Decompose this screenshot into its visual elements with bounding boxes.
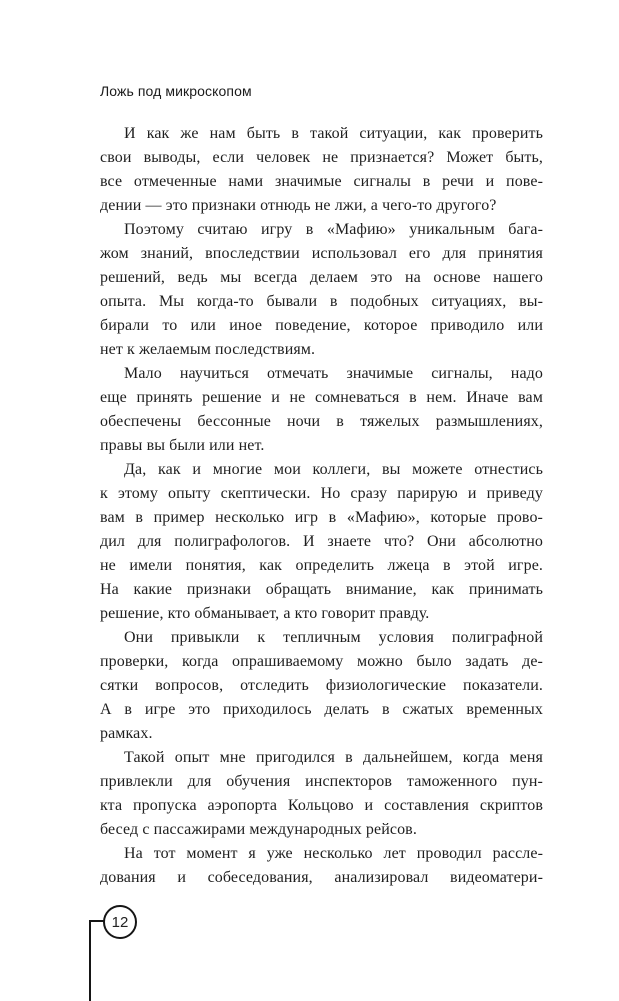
text-line: решений, ведь мы всегда делаем это на основе нашего	[100, 269, 543, 286]
text-line: И как же нам быть в такой ситуации, как проверить	[124, 125, 543, 142]
text-line: А в игре это приходилось делать в сжатых временных	[100, 701, 543, 718]
body-text	[100, 122, 543, 890]
text-line: правы вы были или нет.	[100, 437, 265, 454]
running-head: Ложь под микроскопом	[100, 83, 252, 99]
paragraph	[100, 626, 543, 746]
page-number: 12	[111, 913, 129, 931]
paragraph	[100, 458, 543, 626]
footer-rule-vertical	[89, 920, 91, 1001]
text-line: привлекли для обучения инспекторов таможенного пун-	[100, 773, 543, 790]
text-line: решение, кто обманывает, а кто говорит правду.	[100, 605, 430, 622]
paragraph	[100, 362, 543, 458]
text-line: бирали то или иное поведение, которое приводило или	[100, 317, 543, 334]
text-line: Да, как и многие мои коллеги, вы можете отнестись	[124, 461, 543, 478]
text-line: Мало научиться отмечать значимые сигналы, надо	[124, 365, 543, 382]
text-line: дил для полиграфологов. И знаете что? Они абсолютно	[100, 533, 543, 550]
text-line: обеспечены бессонные ночи в тяжелых размышлениях,	[100, 413, 543, 430]
text-line: вам в пример несколько игр в «Мафию», которые прово-	[100, 509, 543, 526]
paragraph	[100, 122, 543, 218]
text-line: Такой опыт мне пригодился в дальнейшем, когда меня	[124, 749, 543, 766]
paragraph	[100, 746, 543, 842]
text-line: все отмеченные нами значимые сигналы в речи и пове-	[100, 173, 543, 190]
text-line: сятки вопросов, отследить физиологические показатели.	[100, 677, 543, 694]
text-line: жом знаний, впоследствии использовал его для принятия	[100, 245, 543, 262]
text-line: рамках.	[100, 725, 153, 742]
paragraph	[100, 218, 543, 362]
text-line: На тот момент я уже несколько лет проводил рассле-	[124, 845, 543, 862]
text-line: дении — это признаки отнюдь не лжи, а чего-то другого?	[100, 197, 497, 214]
page-number-badge	[103, 905, 137, 939]
text-line: не имели понятия, как определить лжеца в этой игре.	[100, 557, 543, 574]
text-line: Поэтому считаю игру в «Мафию» уникальным бага-	[124, 221, 543, 238]
text-line: Они привыкли к тепличным условия полиграфной	[124, 629, 543, 646]
text-line: кта пропуска аэропорта Кольцово и составления скриптов	[100, 797, 543, 814]
text-line: опыта. Мы когда-то бывали в подобных ситуациях, вы-	[100, 293, 543, 310]
text-line: На какие признаки обращать внимание, как принимать	[100, 581, 543, 598]
text-line: дования и собеседования, анализировал видеоматери-	[100, 869, 543, 886]
text-line: бесед с пассажирами международных рейсов.	[100, 821, 417, 838]
text-line: проверки, когда опрашиваемому можно было задать де-	[100, 653, 543, 670]
text-line: к этому опыту скептически. Но сразу парирую и приведу	[100, 485, 543, 502]
paragraph	[100, 842, 543, 890]
text-line: еще принять решение и не сомневаться в нем. Иначе вам	[100, 389, 543, 406]
text-line: свои выводы, если человек не признается? Может быть,	[100, 149, 543, 166]
text-line: нет к желаемым последствиям.	[100, 341, 316, 358]
